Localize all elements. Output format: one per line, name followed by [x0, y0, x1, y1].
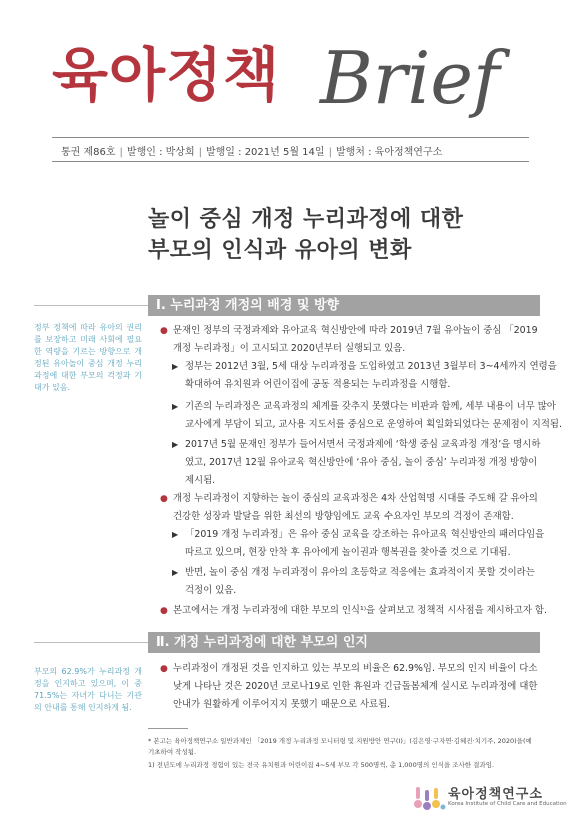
- red-bullet-icon: ●: [160, 664, 168, 674]
- issuer: 발행처 : 육아정책연구소: [335, 147, 443, 158]
- masthead: [52, 36, 532, 132]
- red-bullet-icon: ●: [160, 494, 168, 504]
- masthead-title-kr: 육아정책: [52, 41, 281, 109]
- section-1-item-1-sub-3: ▶ 2017년 5월 문재인 정부가 들어서면서 국정과제에 ‘학생 중심 교육과정 개정’을 명시하 였고, 2017년 12월 유아교육 혁신방안에 ‘유아 중심, 놀이 중심’ 누리과정 개정 방향이 제시됨.: [185, 436, 540, 490]
- publish-date: 발행일 : 2021년 5월 14일: [205, 147, 325, 158]
- section-1-item-2-sub-2: ▶ 반면, 놀이 중심 개정 누리과정이 유아의 초등학교 적응에는 효과적이지 못할 것이라는 걱정이 있음.: [185, 564, 535, 600]
- section-1-heading-text: Ⅰ. 누리과정 개정의 배경 및 방향: [156, 298, 340, 313]
- section-1-heading: [148, 295, 540, 316]
- section-2-rule: [34, 642, 148, 643]
- institute-logo-icon: [412, 781, 446, 815]
- issue-number: 통권 제86호: [61, 147, 116, 158]
- triangle-bullet-icon: ▶: [172, 440, 179, 449]
- footnote-star: * 본고는 육아정책연구소 일반과제인 「2019 개정 누리과정 모니터링 및 지원방안 연구(Ⅰ)」(김은영·구자연·김혜진·치기주, 2020)을(예 기초하여 작성됨.: [148, 737, 532, 756]
- publisher: 발행인 : 박상희: [126, 147, 195, 158]
- section-2-item-1: ● 누리과정이 개정된 것을 인지하고 있는 부모의 비율은 62.9%임. 부모의 인지 비율이 다소 낮게 나타난 것은 2020년 코로나19로 인한 휴원과 긴급돌봄체계 실시로 누리과정에 대한 안내가 원활하게 이루어지지 못했기 때문으로 사료됨.: [173, 660, 537, 714]
- triangle-bullet-icon: ▶: [172, 568, 179, 577]
- triangle-bullet-icon: ▶: [172, 530, 179, 539]
- institute-name-kr: 육아정책연구소: [448, 787, 543, 802]
- masthead-divider-bottom: [52, 161, 529, 162]
- masthead-title-en: Brief: [320, 36, 500, 120]
- section-2-heading: [148, 632, 540, 653]
- institute-logo: [412, 781, 567, 815]
- institute-name-en: Korea Institute of Child Care and Education: [448, 801, 567, 807]
- footnote-divider: [148, 728, 188, 729]
- section-1-item-1: ● 문재인 정부의 국정과제와 유아교육 혁신방안에 따라 2019년 7월 유아놀이 중심 「2019 개정 누리과정」이 고시되고 2020년부터 실행되고 있음.: [173, 322, 538, 358]
- document-title: [148, 204, 463, 266]
- triangle-bullet-icon: ▶: [172, 362, 179, 371]
- section-2-side-note: 부모의 62.9%가 누리과정 개정을 인지하고 있으며, 이 중 71.5%는 자녀가 다니는 기관의 안내를 통해 인지하게 됨.: [34, 667, 142, 712]
- section-2-heading-text: Ⅱ. 개정 누리과정에 대한 부모의 인지: [156, 635, 368, 650]
- red-bullet-icon: ●: [160, 606, 168, 616]
- section-1-side-note: 정부 정책에 따라 유아의 권리를 보장하고 미래 사회에 필요한 역량을 기르는 방향으로 개정된 유아놀이 중심 개정 누리과정에 대한 부모의 걱정과 기대가 있음.: [34, 323, 142, 392]
- masthead-divider-top: [52, 137, 529, 138]
- issue-info: 통권 제86호 | 발행인 : 박상희 | 발행일 : 2021년 5월 14일 | 발행처 : 육아정책연구소: [61, 147, 443, 158]
- section-1-rule: [34, 305, 148, 306]
- section-1-item-2-sub-1: ▶ 「2019 개정 누리과정」은 유아 중심 교육을 강조하는 유아교육 혁신방안의 패러다임을 따르고 있으며, 현장 안착 후 유아에게 놀이권과 행복권을 찾아줄 것으로 기대됨.: [185, 526, 544, 562]
- footnote-1: 1) 전년도에 누리과정 경험이 있는 전국 유치원과 어린이집 4~5세 부모 각 500명씩, 총 1,000명의 인식을 조사한 결과임.: [148, 761, 495, 769]
- red-bullet-icon: ●: [160, 326, 168, 336]
- title-line-2: 부모의 인식과 유아의 변화: [148, 238, 412, 263]
- section-1-item-3: ● 본고에서는 개정 누리과정에 대한 부모의 인식¹⁾을 살펴보고 정책적 시사점을 제시하고자 함.: [173, 602, 547, 620]
- section-1-item-1-sub-1: ▶ 정부는 2012년 3월, 5세 대상 누리과정을 도입하였고 2013년 3월부터 3~4세까지 연령을 확대하여 유치원과 어린이집에 공동 적용되는 누리과정을 시행함.: [185, 358, 557, 394]
- title-line-1: 놀이 중심 개정 누리과정에 대한: [148, 207, 464, 232]
- section-1-item-2: ● 개정 누리과정이 지향하는 놀이 중심의 교육과정은 4차 산업혁명 시대를 주도해 갈 유아의 건강한 성장과 발달을 위한 최선의 방향임에도 교육 수요자인 부모의 걱정이 존재함.: [173, 490, 538, 526]
- section-1-item-1-sub-2: ▶ 기존의 누리과정은 교육과정의 체계를 갖추지 못했다는 비판과 함께, 세부 내용이 너무 많아 교사에게 부담이 되고, 교사용 지도서를 중심으로 운영하여 획일화되었다는 문제점이 지적됨.: [185, 398, 562, 434]
- triangle-bullet-icon: ▶: [172, 402, 179, 411]
